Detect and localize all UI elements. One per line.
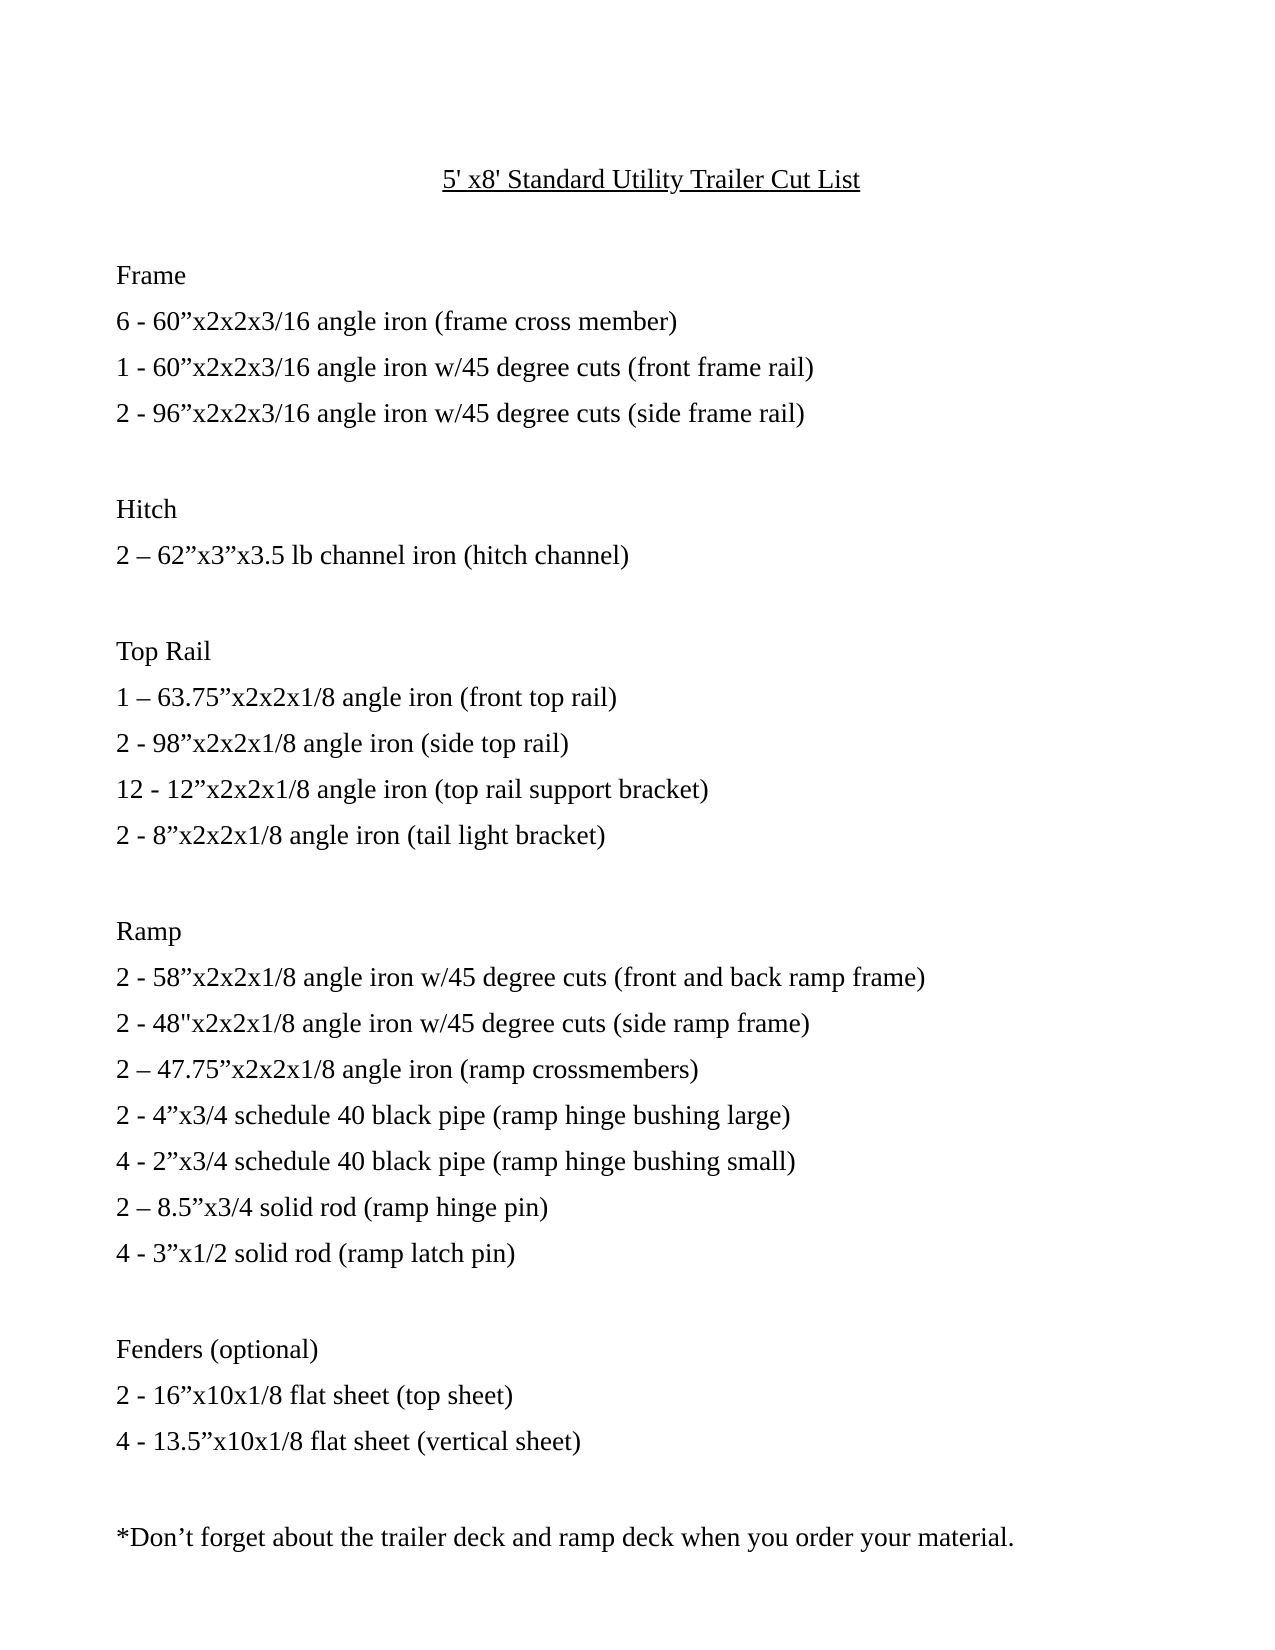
cut-list-item: 2 – 62”x3”x3.5 lb channel iron (hitch channel) — [116, 539, 630, 570]
cut-list-item: 2 - 4”x3/4 schedule 40 black pipe (ramp hinge bushing large) — [116, 1099, 791, 1130]
page-title: 5' x8' Standard Utility Trailer Cut List — [442, 163, 861, 194]
cut-list-item: 2 - 96”x2x2x3/16 angle iron w/45 degree cuts (side frame rail) — [116, 397, 805, 428]
cut-list-item: 2 – 8.5”x3/4 solid rod (ramp hinge pin) — [116, 1191, 549, 1222]
section-frame — [116, 252, 1159, 436]
cut-list-item: 1 – 63.75”x2x2x1/8 angle iron (front top rail) — [116, 681, 618, 712]
cut-list-item: 2 - 8”x2x2x1/8 angle iron (tail light bracket) — [116, 819, 606, 850]
cut-list-item: 1 - 60”x2x2x3/16 angle iron w/45 degree cuts (front frame rail) — [116, 351, 814, 382]
section-heading-fenders: Fenders (optional) — [116, 1333, 319, 1364]
cut-list-item: 4 - 2”x3/4 schedule 40 black pipe (ramp hinge bushing small) — [116, 1145, 796, 1176]
section-heading-top-rail: Top Rail — [116, 635, 212, 666]
title-row — [116, 110, 1159, 248]
section-heading-frame: Frame — [116, 259, 187, 290]
section-fenders — [116, 1326, 1159, 1464]
cut-list-item: 6 - 60”x2x2x3/16 angle iron (frame cross member) — [116, 305, 678, 336]
section-heading-ramp: Ramp — [116, 915, 182, 946]
cut-list-item: 4 - 3”x1/2 solid rod (ramp latch pin) — [116, 1237, 516, 1268]
cut-list-item: 2 - 48"x2x2x1/8 angle iron w/45 degree cuts (side ramp frame) — [116, 1007, 810, 1038]
section-top-rail — [116, 628, 1159, 858]
cut-list-item: 4 - 13.5”x10x1/8 flat sheet (vertical sheet) — [116, 1425, 582, 1456]
section-heading-hitch: Hitch — [116, 493, 178, 524]
cut-list-item: 2 - 58”x2x2x1/8 angle iron w/45 degree cuts (front and back ramp frame) — [116, 961, 926, 992]
cut-list-item: 12 - 12”x2x2x1/8 angle iron (top rail support bracket) — [116, 773, 709, 804]
cut-list-item: 2 - 16”x10x1/8 flat sheet (top sheet) — [116, 1379, 514, 1410]
cut-list-item: 2 – 47.75”x2x2x1/8 angle iron (ramp crossmembers) — [116, 1053, 699, 1084]
cut-list-item: 2 - 98”x2x2x1/8 angle iron (side top rail) — [116, 727, 569, 758]
section-hitch — [116, 486, 1159, 578]
section-ramp — [116, 908, 1159, 1276]
footnote: *Don’t forget about the trailer deck and ramp deck when you order your material. — [116, 1521, 1015, 1552]
